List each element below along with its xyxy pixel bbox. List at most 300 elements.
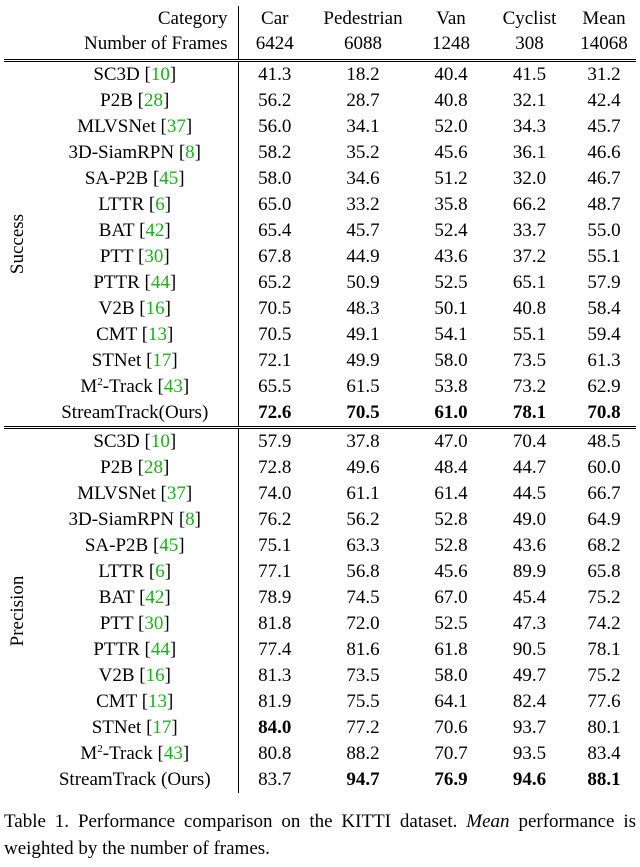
value-van: 40.8 — [434, 90, 468, 111]
value-car: 72.6 — [258, 402, 292, 423]
value-van: 54.1 — [434, 324, 468, 345]
value-pedestrian: 28.7 — [346, 90, 380, 111]
value-van: 61.8 — [434, 639, 468, 660]
citation-close: ] — [185, 116, 193, 137]
value-car: 65.5 — [258, 376, 292, 397]
value-van: 52.5 — [434, 272, 468, 293]
value-mean: 74.2 — [587, 613, 621, 634]
method-name — [32, 767, 238, 793]
value-pedestrian: 50.9 — [346, 272, 380, 293]
citation-link[interactable]: 45 — [159, 535, 179, 556]
method-name — [32, 270, 238, 296]
value-cyclist: 40.8 — [512, 298, 547, 319]
success-row — [4, 114, 636, 140]
value-car: 77.1 — [258, 561, 292, 582]
success-row — [4, 88, 636, 114]
value-pedestrian: 75.5 — [346, 691, 380, 712]
precision-row — [4, 559, 636, 585]
success-row — [4, 140, 636, 166]
precision-row — [4, 585, 636, 611]
value-car: 67.8 — [258, 246, 292, 267]
precision-row — [4, 428, 636, 456]
value-cyclist: 73.5 — [512, 350, 547, 371]
caption-emphasis: Mean — [466, 811, 510, 832]
value-car: 72.1 — [258, 350, 292, 371]
value-cyclist: 93.7 — [512, 717, 547, 738]
citation-link[interactable]: 42 — [145, 587, 165, 608]
citation-link[interactable]: 8 — [185, 509, 195, 530]
value-car: 83.7 — [258, 769, 292, 790]
value-van: 76.9 — [434, 769, 468, 790]
value-car: 77.4 — [258, 639, 292, 660]
value-pedestrian: 37.8 — [311, 428, 415, 456]
value-car: 74.0 — [258, 483, 292, 504]
value-cyclist: 49.0 — [512, 509, 547, 530]
method-name — [32, 637, 238, 663]
value-mean: 75.2 — [587, 587, 621, 608]
method-name — [32, 611, 238, 637]
method-name — [32, 140, 238, 166]
value-cyclist: 65.1 — [512, 272, 547, 293]
header-col-cyclist: Cyclist — [502, 8, 557, 29]
method-superscript: 2 — [97, 376, 103, 388]
value-van: 43.6 — [434, 246, 468, 267]
value-car: 70.5 — [258, 324, 292, 345]
value-cyclist: 34.3 — [512, 116, 547, 137]
value-pedestrian: 94.7 — [346, 769, 380, 790]
value-mean: 66.7 — [587, 483, 621, 504]
citation-close: ] — [178, 168, 185, 189]
method-text: StreamTrack (Ours) — [58, 769, 211, 790]
value-mean: 65.8 — [587, 561, 621, 582]
precision-row — [4, 637, 636, 663]
value-car: 81.8 — [258, 613, 292, 634]
value-van: 70.6 — [434, 717, 468, 738]
method-text: PTT [ — [99, 246, 145, 267]
citation-close: ] — [164, 665, 171, 686]
value-cyclist: 36.1 — [512, 142, 547, 163]
value-car: 56.2 — [258, 90, 292, 111]
citation-close: ] — [194, 142, 201, 163]
citation-close: ] — [185, 483, 193, 504]
success-row — [4, 322, 636, 348]
value-car: 76.2 — [258, 509, 292, 530]
value-pedestrian: 70.5 — [346, 402, 380, 423]
value-mean: 75.2 — [587, 665, 621, 686]
success-row — [4, 348, 636, 374]
value-pedestrian: 61.5 — [346, 376, 380, 397]
precision-row — [4, 533, 636, 559]
method-name — [32, 114, 238, 140]
value-mean: 78.1 — [587, 639, 621, 660]
precision-label: Precision — [7, 575, 28, 647]
value-pedestrian: 61.1 — [346, 483, 380, 504]
value-mean: 64.9 — [587, 509, 621, 530]
citation-close: ] — [164, 587, 171, 608]
citation-link[interactable]: 16 — [145, 665, 165, 686]
method-name — [32, 88, 238, 114]
value-mean: 57.9 — [587, 272, 621, 293]
frames-van: 1248 — [432, 33, 470, 54]
value-car: 72.8 — [258, 457, 292, 478]
method-name — [32, 192, 238, 218]
citation-close: ] — [169, 64, 177, 85]
method-text: SA-P2B [ — [84, 535, 160, 556]
frames-label: Number of Frames — [32, 32, 238, 61]
header-col-car: Car — [261, 8, 289, 29]
method-name — [32, 61, 238, 89]
results-table — [4, 6, 636, 793]
method-text: CMT [ — [96, 324, 149, 345]
value-van: 50.1 — [434, 298, 468, 319]
citation-close: ] — [167, 691, 174, 712]
value-van: 58.0 — [434, 350, 468, 371]
citation-close: ] — [178, 535, 185, 556]
precision-row — [4, 481, 636, 507]
value-pedestrian: 74.5 — [346, 587, 380, 608]
value-cyclist: 43.6 — [512, 535, 547, 556]
value-car: 58.0 — [258, 168, 292, 189]
frames-car: 6424 — [255, 33, 294, 54]
caption-prefix: Table 1. Performance comparison on the KITTI dataset. — [4, 811, 458, 832]
value-van: 51.2 — [434, 168, 468, 189]
value-mean: 45.7 — [587, 116, 621, 137]
method-name — [32, 455, 238, 481]
citation-link[interactable]: 6 — [155, 561, 165, 582]
method-prefix: M — [80, 376, 98, 397]
citation-close: ] — [169, 639, 177, 660]
success-label: Success — [7, 213, 28, 275]
citation-close: ] — [163, 613, 170, 634]
method-text: STNet [ — [91, 350, 153, 371]
citation-link[interactable]: 16 — [145, 298, 165, 319]
value-car: 81.3 — [258, 665, 292, 686]
value-van: 61.0 — [434, 402, 468, 423]
citation-close: ] — [163, 457, 170, 478]
method-text: V2B [ — [98, 665, 146, 686]
value-pedestrian: 63.3 — [346, 535, 380, 556]
citation-link[interactable]: 28 — [144, 457, 163, 478]
precision-row — [4, 715, 636, 741]
method-text: P2B [ — [100, 457, 144, 478]
value-van: 61.4 — [434, 483, 468, 504]
method-text: PTTR [ — [93, 639, 151, 660]
value-mean: 58.4 — [587, 298, 621, 319]
value-mean: 48.5 — [572, 428, 636, 456]
precision-row — [4, 663, 636, 689]
citation-link[interactable]: 45 — [159, 168, 179, 189]
value-pedestrian: 88.2 — [346, 743, 380, 764]
method-text: SC3D [ — [93, 431, 151, 452]
method-text: CMT [ — [96, 691, 149, 712]
value-mean: 59.4 — [587, 324, 621, 345]
method-name — [32, 559, 238, 585]
value-van: 52.4 — [434, 220, 468, 241]
success-row — [4, 218, 636, 244]
value-mean: 55.0 — [587, 220, 621, 241]
method-text: MLVSNet [ — [77, 116, 167, 137]
citation-link[interactable]: 42 — [145, 220, 165, 241]
header-col-pedestrian: Pedestrian — [323, 8, 403, 29]
method-text: BAT [ — [98, 220, 146, 241]
citation-link[interactable]: 6 — [155, 194, 165, 215]
value-cyclist: 89.9 — [512, 561, 547, 582]
method-name — [32, 400, 238, 428]
value-car: 75.1 — [258, 535, 292, 556]
value-pedestrian: 81.6 — [346, 639, 380, 660]
precision-row — [4, 689, 636, 715]
frames-corner — [4, 32, 32, 61]
value-pedestrian: 45.7 — [346, 220, 380, 241]
method-name — [32, 374, 238, 400]
method-name — [32, 585, 238, 611]
value-cyclist: 41.5 — [487, 61, 572, 89]
citation-link[interactable]: 17 — [152, 350, 172, 371]
precision-row — [4, 455, 636, 481]
method-text: -Track [ — [102, 376, 164, 397]
citation-close: ] — [163, 90, 170, 111]
citation-close: ] — [171, 350, 178, 371]
method-name — [32, 244, 238, 270]
value-mean: 88.1 — [587, 769, 621, 790]
success-row — [4, 270, 636, 296]
method-name — [32, 428, 238, 456]
success-row — [4, 244, 636, 270]
method-text: STNet [ — [91, 717, 153, 738]
value-van: 52.0 — [434, 116, 468, 137]
citation-close: ] — [169, 272, 177, 293]
citation-link[interactable]: 10 — [150, 431, 170, 452]
success-row-ours — [4, 400, 636, 428]
value-mean: 61.3 — [587, 350, 621, 371]
value-van: 52.8 — [434, 509, 468, 530]
value-cyclist: 32.1 — [512, 90, 547, 111]
precision-row — [4, 741, 636, 767]
value-van: 67.0 — [434, 587, 468, 608]
citation-link[interactable]: 30 — [144, 246, 164, 267]
method-text: P2B [ — [100, 90, 144, 111]
value-car: 65.0 — [258, 194, 292, 215]
citation-link[interactable]: 8 — [185, 142, 195, 163]
value-pedestrian: 77.2 — [346, 717, 380, 738]
frames-cyclist: 308 — [515, 33, 544, 54]
value-pedestrian: 44.9 — [346, 246, 380, 267]
method-name — [32, 689, 238, 715]
value-car: 57.9 — [238, 428, 311, 456]
value-pedestrian: 35.2 — [346, 142, 380, 163]
value-cyclist: 32.0 — [512, 168, 547, 189]
method-prefix: M — [80, 743, 98, 764]
value-cyclist: 49.7 — [512, 665, 547, 686]
value-cyclist: 90.5 — [512, 639, 547, 660]
success-row — [4, 166, 636, 192]
value-pedestrian: 56.8 — [346, 561, 380, 582]
value-cyclist: 73.2 — [512, 376, 547, 397]
method-name — [32, 166, 238, 192]
header-col-mean: Mean — [582, 8, 626, 29]
method-name — [32, 663, 238, 689]
value-cyclist: 82.4 — [512, 691, 547, 712]
method-text: BAT [ — [98, 587, 146, 608]
citation-close: ] — [164, 561, 172, 582]
value-mean: 31.2 — [572, 61, 636, 89]
value-pedestrian: 49.1 — [346, 324, 380, 345]
citation-link[interactable]: 10 — [150, 64, 170, 85]
value-van: 40.4 — [415, 61, 487, 89]
value-car: 80.8 — [258, 743, 292, 764]
method-name — [32, 218, 238, 244]
value-van: 48.4 — [434, 457, 468, 478]
citation-close: ] — [164, 220, 171, 241]
value-pedestrian: 56.2 — [346, 509, 380, 530]
caption-suffix: performance is weighted by the number of frames. — [4, 811, 637, 859]
value-mean: 42.4 — [587, 90, 621, 111]
method-name — [32, 741, 238, 767]
value-cyclist: 93.5 — [512, 743, 547, 764]
value-cyclist: 33.7 — [512, 220, 547, 241]
value-car: 56.0 — [258, 116, 292, 137]
value-pedestrian: 72.0 — [346, 613, 380, 634]
value-mean: 83.4 — [587, 743, 621, 764]
value-mean: 60.0 — [587, 457, 621, 478]
method-text: LTTR [ — [98, 194, 156, 215]
value-mean: 46.6 — [587, 142, 621, 163]
value-pedestrian: 49.6 — [346, 457, 380, 478]
success-row — [4, 296, 636, 322]
value-van: 45.6 — [434, 561, 468, 582]
value-car: 70.5 — [258, 298, 292, 319]
value-cyclist: 47.3 — [512, 613, 547, 634]
method-text: LTTR [ — [98, 561, 156, 582]
value-cyclist: 94.6 — [512, 769, 547, 790]
citation-close: ] — [182, 743, 190, 764]
value-cyclist: 45.4 — [512, 587, 547, 608]
precision-row — [4, 507, 636, 533]
method-text: V2B [ — [98, 298, 146, 319]
value-cyclist: 44.5 — [512, 483, 547, 504]
header-row — [4, 6, 636, 32]
citation-link[interactable]: 43 — [163, 743, 183, 764]
header-category-label: Category — [32, 6, 238, 32]
method-name — [32, 481, 238, 507]
value-pedestrian: 49.9 — [346, 350, 380, 371]
citation-close: ] — [164, 194, 172, 215]
precision-row-ours — [4, 767, 636, 793]
value-cyclist: 78.1 — [512, 402, 547, 423]
method-text: -Track [ — [102, 743, 164, 764]
value-van: 52.5 — [434, 613, 468, 634]
value-car: 58.2 — [258, 142, 292, 163]
value-mean: 62.9 — [587, 376, 621, 397]
citation-link[interactable]: 13 — [148, 691, 168, 712]
precision-row — [4, 611, 636, 637]
value-pedestrian: 73.5 — [346, 665, 380, 686]
value-van: 52.8 — [434, 535, 468, 556]
method-name — [32, 533, 238, 559]
method-name — [32, 507, 238, 533]
method-text: SC3D [ — [93, 64, 151, 85]
citation-link[interactable]: 44 — [150, 639, 170, 660]
citation-close: ] — [167, 324, 174, 345]
method-superscript: 2 — [97, 743, 103, 755]
value-car: 78.9 — [258, 587, 292, 608]
citation-close: ] — [182, 376, 190, 397]
value-van: 70.7 — [434, 743, 468, 764]
frames-mean: 14068 — [580, 33, 628, 54]
citation-link[interactable]: 44 — [150, 272, 170, 293]
value-mean: 77.6 — [587, 691, 621, 712]
value-van: 64.1 — [434, 691, 468, 712]
value-cyclist: 70.4 — [487, 428, 572, 456]
citation-close: ] — [164, 298, 171, 319]
method-name — [32, 715, 238, 741]
value-pedestrian: 34.1 — [346, 116, 380, 137]
table-caption — [4, 808, 636, 862]
frames-pedestrian: 6088 — [344, 33, 382, 54]
success-row — [4, 61, 636, 89]
value-mean: 46.7 — [587, 168, 621, 189]
success-group-cell — [4, 61, 32, 428]
value-pedestrian: 48.3 — [346, 298, 380, 319]
value-van: 45.6 — [434, 142, 468, 163]
precision-group-cell — [4, 428, 32, 794]
citation-link[interactable]: 43 — [163, 376, 183, 397]
header-corner — [4, 6, 32, 32]
value-cyclist: 66.2 — [512, 194, 547, 215]
citation-link[interactable]: 17 — [152, 717, 172, 738]
value-car: 84.0 — [258, 717, 292, 738]
value-van: 53.8 — [434, 376, 468, 397]
value-mean: 55.1 — [587, 246, 621, 267]
success-row — [4, 374, 636, 400]
citation-link[interactable]: 37 — [166, 116, 186, 137]
citation-link[interactable]: 13 — [148, 324, 168, 345]
value-pedestrian: 33.2 — [346, 194, 380, 215]
value-cyclist: 44.7 — [512, 457, 547, 478]
method-text: StreamTrack(Ours) — [61, 402, 209, 423]
citation-link[interactable]: 28 — [144, 90, 163, 111]
value-mean: 70.8 — [587, 402, 621, 423]
value-pedestrian: 34.6 — [346, 168, 380, 189]
header-col-van: Van — [436, 8, 466, 29]
method-text: MLVSNet [ — [77, 483, 167, 504]
citation-close: ] — [163, 246, 170, 267]
frames-row — [4, 32, 636, 61]
method-name — [32, 296, 238, 322]
value-car: 41.3 — [238, 61, 311, 89]
value-cyclist: 55.1 — [512, 324, 547, 345]
method-name — [32, 348, 238, 374]
citation-close: ] — [194, 509, 201, 530]
value-car: 65.2 — [258, 272, 292, 293]
citation-close: ] — [171, 717, 178, 738]
method-text: SA-P2B [ — [84, 168, 160, 189]
value-cyclist: 37.2 — [512, 246, 547, 267]
value-mean: 68.2 — [587, 535, 621, 556]
value-mean: 80.1 — [587, 717, 621, 738]
citation-link[interactable]: 30 — [144, 613, 164, 634]
value-car: 65.4 — [258, 220, 292, 241]
method-text: 3D-SiamRPN [ — [68, 142, 186, 163]
citation-close: ] — [169, 431, 177, 452]
value-mean: 48.7 — [587, 194, 621, 215]
citation-link[interactable]: 37 — [166, 483, 186, 504]
value-van: 47.0 — [415, 428, 487, 456]
method-text: PTT [ — [99, 613, 145, 634]
value-van: 58.0 — [434, 665, 468, 686]
method-name — [32, 322, 238, 348]
method-text: PTTR [ — [93, 272, 151, 293]
